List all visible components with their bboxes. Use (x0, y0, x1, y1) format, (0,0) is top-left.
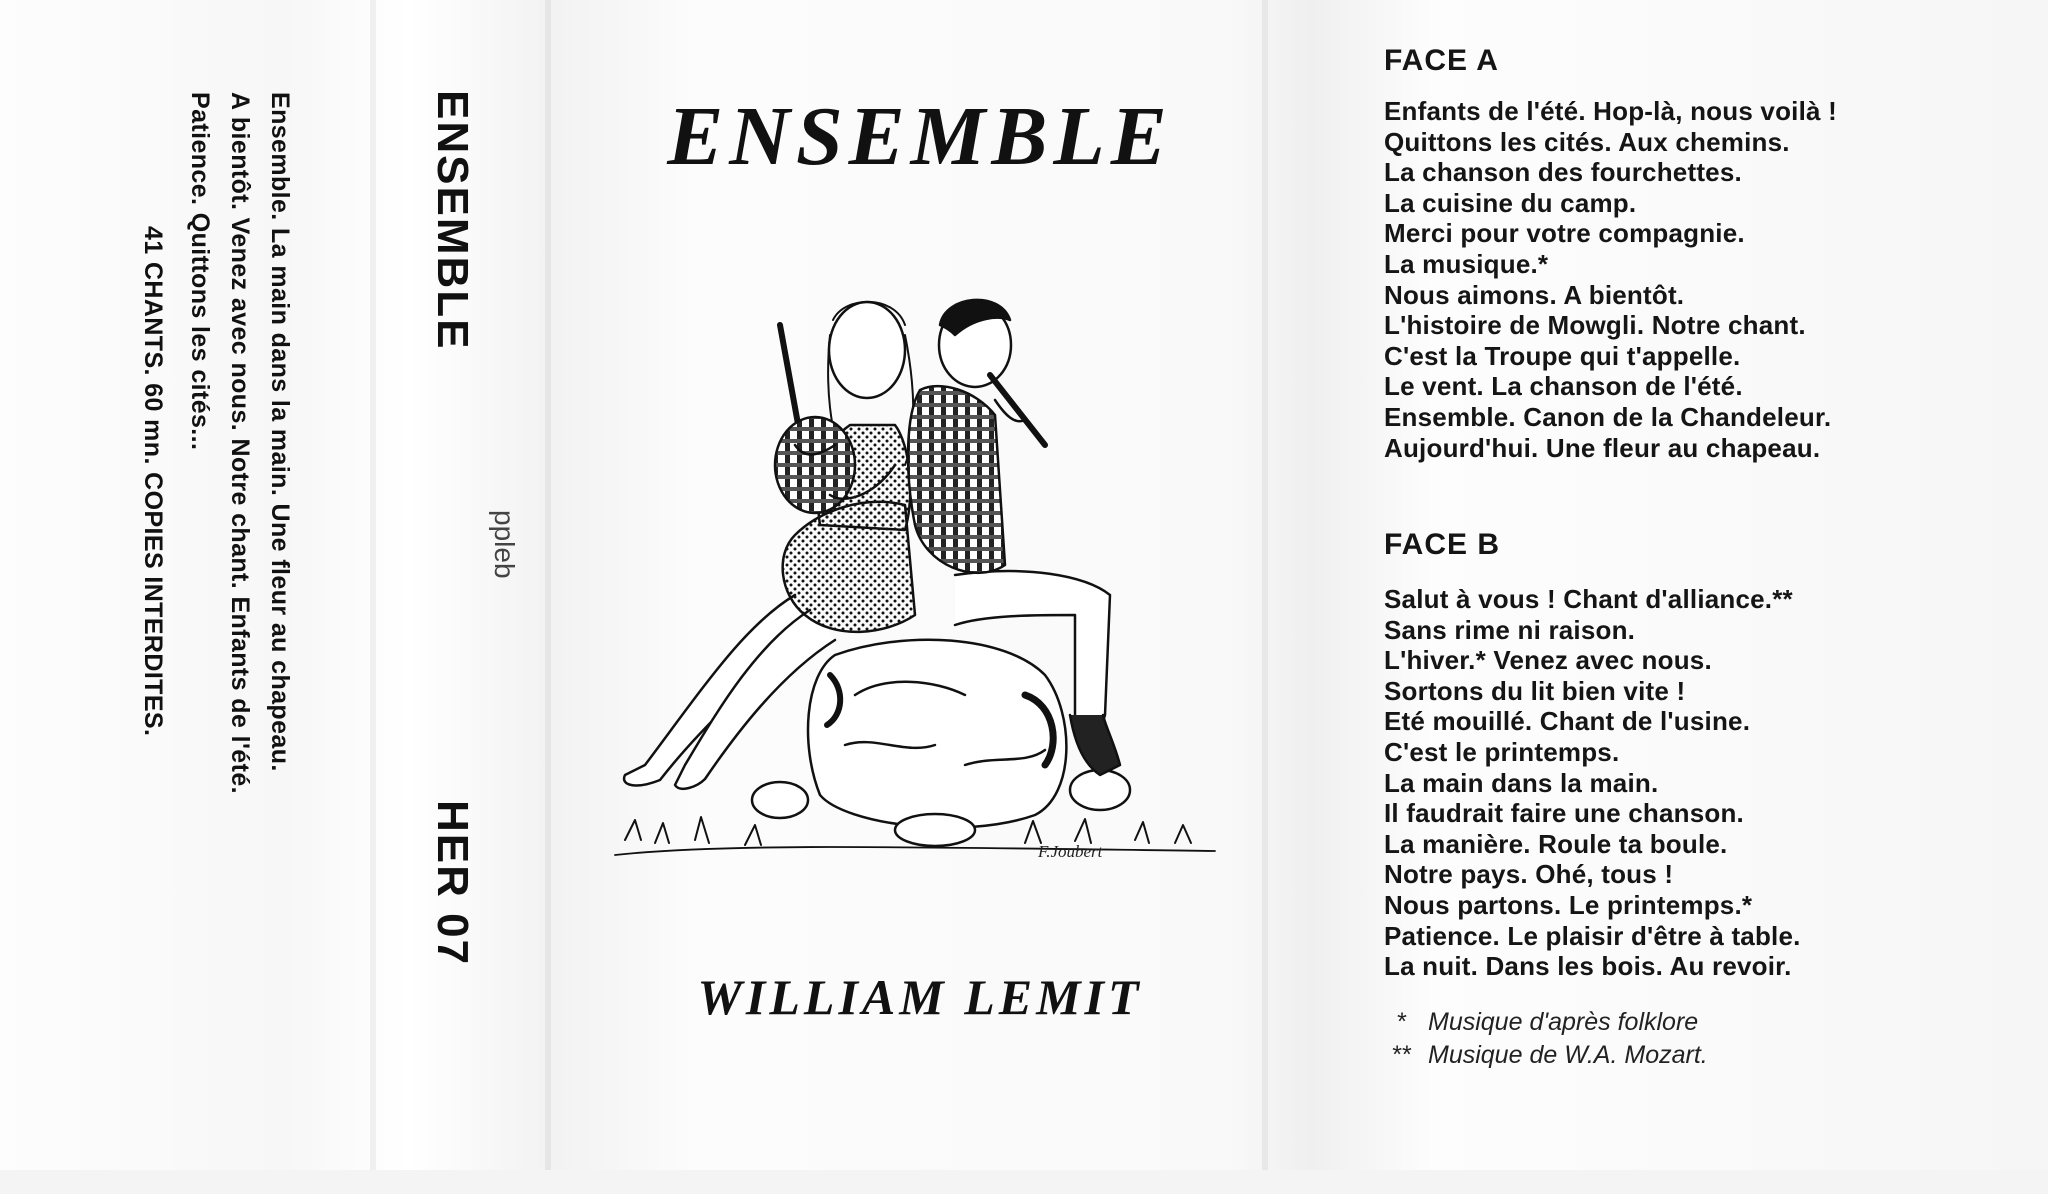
footnote (1376, 1039, 1708, 1072)
footnote (1376, 1006, 1708, 1039)
face-b-heading: FACE B (1384, 528, 1501, 561)
face-a-heading: FACE A (1384, 44, 1499, 77)
track-item: C'est la Troupe qui t'appelle. (1384, 340, 1741, 371)
track-item: La chanson des fourchettes. (1384, 157, 1742, 188)
footnote-mark: * (1397, 1008, 1407, 1036)
cover-title: ENSEMBLE (667, 90, 1173, 183)
fold-line (1262, 0, 1268, 1170)
track-item: L'histoire de Mowgli. Notre chant. (1384, 310, 1806, 341)
spine-line: Patience. Quittons les cités... (186, 92, 214, 451)
spine-line: A bientôt. Venez avec nous. Notre chant. Enfants de l'été. (226, 92, 254, 794)
illustrator-signature: F.Joubert (1038, 842, 1103, 861)
footnotes (1376, 1006, 1708, 1072)
faint-stamp: ppleb (489, 510, 520, 579)
track-item: Le vent. La chanson de l'été. (1384, 371, 1743, 402)
cover-artist: WILLIAM LEMIT (697, 969, 1143, 1025)
fold-line (370, 0, 376, 1170)
track-item: Sortons du lit bien vite ! (1384, 675, 1686, 706)
track-item: La cuisine du camp. (1384, 187, 1637, 218)
track-item: Eté mouillé. Chant de l'usine. (1384, 706, 1751, 737)
face-b-section (1384, 528, 1801, 982)
fold-line (545, 0, 551, 1170)
track-item: Aujourd'hui. Une fleur au chapeau. (1384, 432, 1821, 463)
track-item: La nuit. Dans les bois. Au revoir. (1384, 951, 1792, 982)
face-a-section (1384, 44, 1837, 463)
track-item: La musique.* (1384, 248, 1549, 279)
footnote-text: Musique de W.A. Mozart. (1428, 1041, 1708, 1069)
track-item: Salut à vous ! Chant d'alliance.** (1384, 584, 1793, 614)
spine-line: Ensemble. La main dans la main. Une fleur au chapeau. (266, 92, 294, 772)
track-item: La manière. Roule ta boule. (1384, 828, 1728, 859)
track-item: La main dans la main. (1384, 767, 1659, 798)
track-item: Il faudrait faire une chanson. (1384, 798, 1744, 829)
track-item: C'est le printemps. (1384, 736, 1620, 767)
catalog-number: HER 07 (428, 800, 477, 967)
spine-copies-note: 41 CHANTS. 60 mn. COPIES INTERDITES. (139, 226, 167, 737)
track-item: Enfants de l'été. Hop-là, nous voilà ! (1384, 96, 1837, 126)
track-item: Sans rime ni raison. (1384, 614, 1636, 645)
footnote-text: Musique d'après folklore (1428, 1008, 1699, 1036)
track-item: Notre pays. Ohé, tous ! (1384, 859, 1674, 890)
track-item: Nous aimons. A bientôt. (1384, 279, 1685, 310)
track-item: Nous partons. Le printemps.* (1384, 889, 1753, 920)
track-item: Ensemble. Canon de la Chandeleur. (1384, 401, 1832, 432)
footnote-mark: ** (1392, 1041, 1412, 1069)
cover-illustration (605, 295, 1225, 875)
track-item: Patience. Le plaisir d'être à table. (1384, 920, 1801, 951)
spine-song-list (180, 92, 300, 794)
spine-title: ENSEMBLE (428, 90, 477, 351)
track-item: L'hiver.* Venez avec nous. (1384, 645, 1712, 676)
track-item: Quittons les cités. Aux chemins. (1384, 126, 1790, 157)
track-item: Merci pour votre compagnie. (1384, 218, 1745, 249)
